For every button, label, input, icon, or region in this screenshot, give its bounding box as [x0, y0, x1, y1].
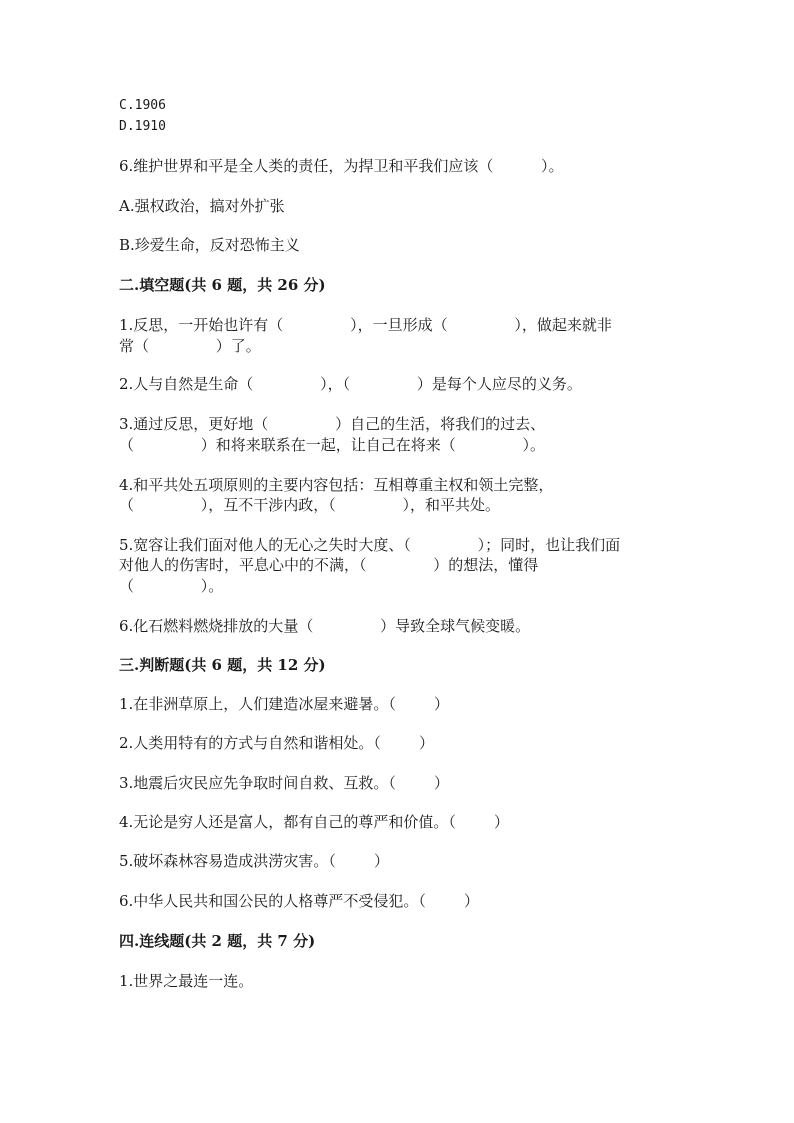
- match-section-heading: 四.连线题(共 2 题，共 7 分): [119, 932, 316, 950]
- fill-q5-line3: （ ）。: [119, 577, 224, 595]
- fill-section-heading: 二.填空题(共 6 题，共 26 分): [119, 276, 326, 294]
- fill-q3-line1: 3.通过反思，更好地（ ）自己的生活，将我们的过去、: [119, 415, 546, 433]
- fill-q4-line1: 4.和平共处五项原则的主要内容包括：互相尊重主权和领土完整，: [119, 476, 554, 494]
- fill-q6: 6.化石燃料燃烧排放的大量（ ）导致全球气候变暖。: [119, 617, 531, 635]
- fill-q3-line2: （ ）和将来联系在一起，让自己在将来（ ）。: [119, 436, 546, 454]
- question-6-option-a: A.强权政治，搞对外扩张: [119, 197, 285, 215]
- judge-q5: 5.破坏森林容易造成洪涝灾害。（ ）: [119, 852, 389, 870]
- fill-q5-line1: 5.宽容让我们面对他人的无心之失时大度、（ ）；同时，也让我们面: [119, 536, 621, 554]
- judge-q4: 4.无论是穷人还是富人，都有自己的尊严和价值。（ ）: [119, 813, 509, 831]
- fill-q2: 2.人与自然是生命（ ），（ ）是每个人应尽的义务。: [119, 375, 582, 393]
- option-d: D.1910: [119, 119, 166, 134]
- judge-q2: 2.人类用特有的方式与自然和谐相处。（ ）: [119, 734, 434, 752]
- question-6-option-b: B.珍爱生命，反对恐怖主义: [119, 236, 300, 254]
- judge-q6: 6.中华人民共和国公民的人格尊严不受侵犯。（ ）: [119, 892, 479, 910]
- judge-section-heading: 三.判断题(共 6 题，共 12 分): [119, 656, 326, 674]
- fill-q4-line2: （ ），互不干涉内政，（ ），和平共处。: [119, 496, 501, 514]
- fill-q1-line2: 常（ ）了。: [119, 337, 261, 355]
- fill-q1-line1: 1.反思，一开始也许有（ ），一旦形成（ ），做起来就非: [119, 316, 612, 334]
- judge-q3: 3.地震后灾民应先争取时间自救、互救。（ ）: [119, 774, 449, 792]
- judge-q1: 1.在非洲草原上，人们建造冰屋来避暑。（ ）: [119, 695, 449, 713]
- question-6-stem: 6.维护世界和平是全人类的责任，为捍卫和平我们应该（ ）。: [119, 157, 564, 175]
- fill-q5-line2: 对他人的伤害时，平息心中的不满，（ ）的想法，懂得: [119, 556, 539, 574]
- option-c: C.1906: [119, 98, 166, 113]
- match-q1: 1.世界之最连一连。: [119, 972, 254, 990]
